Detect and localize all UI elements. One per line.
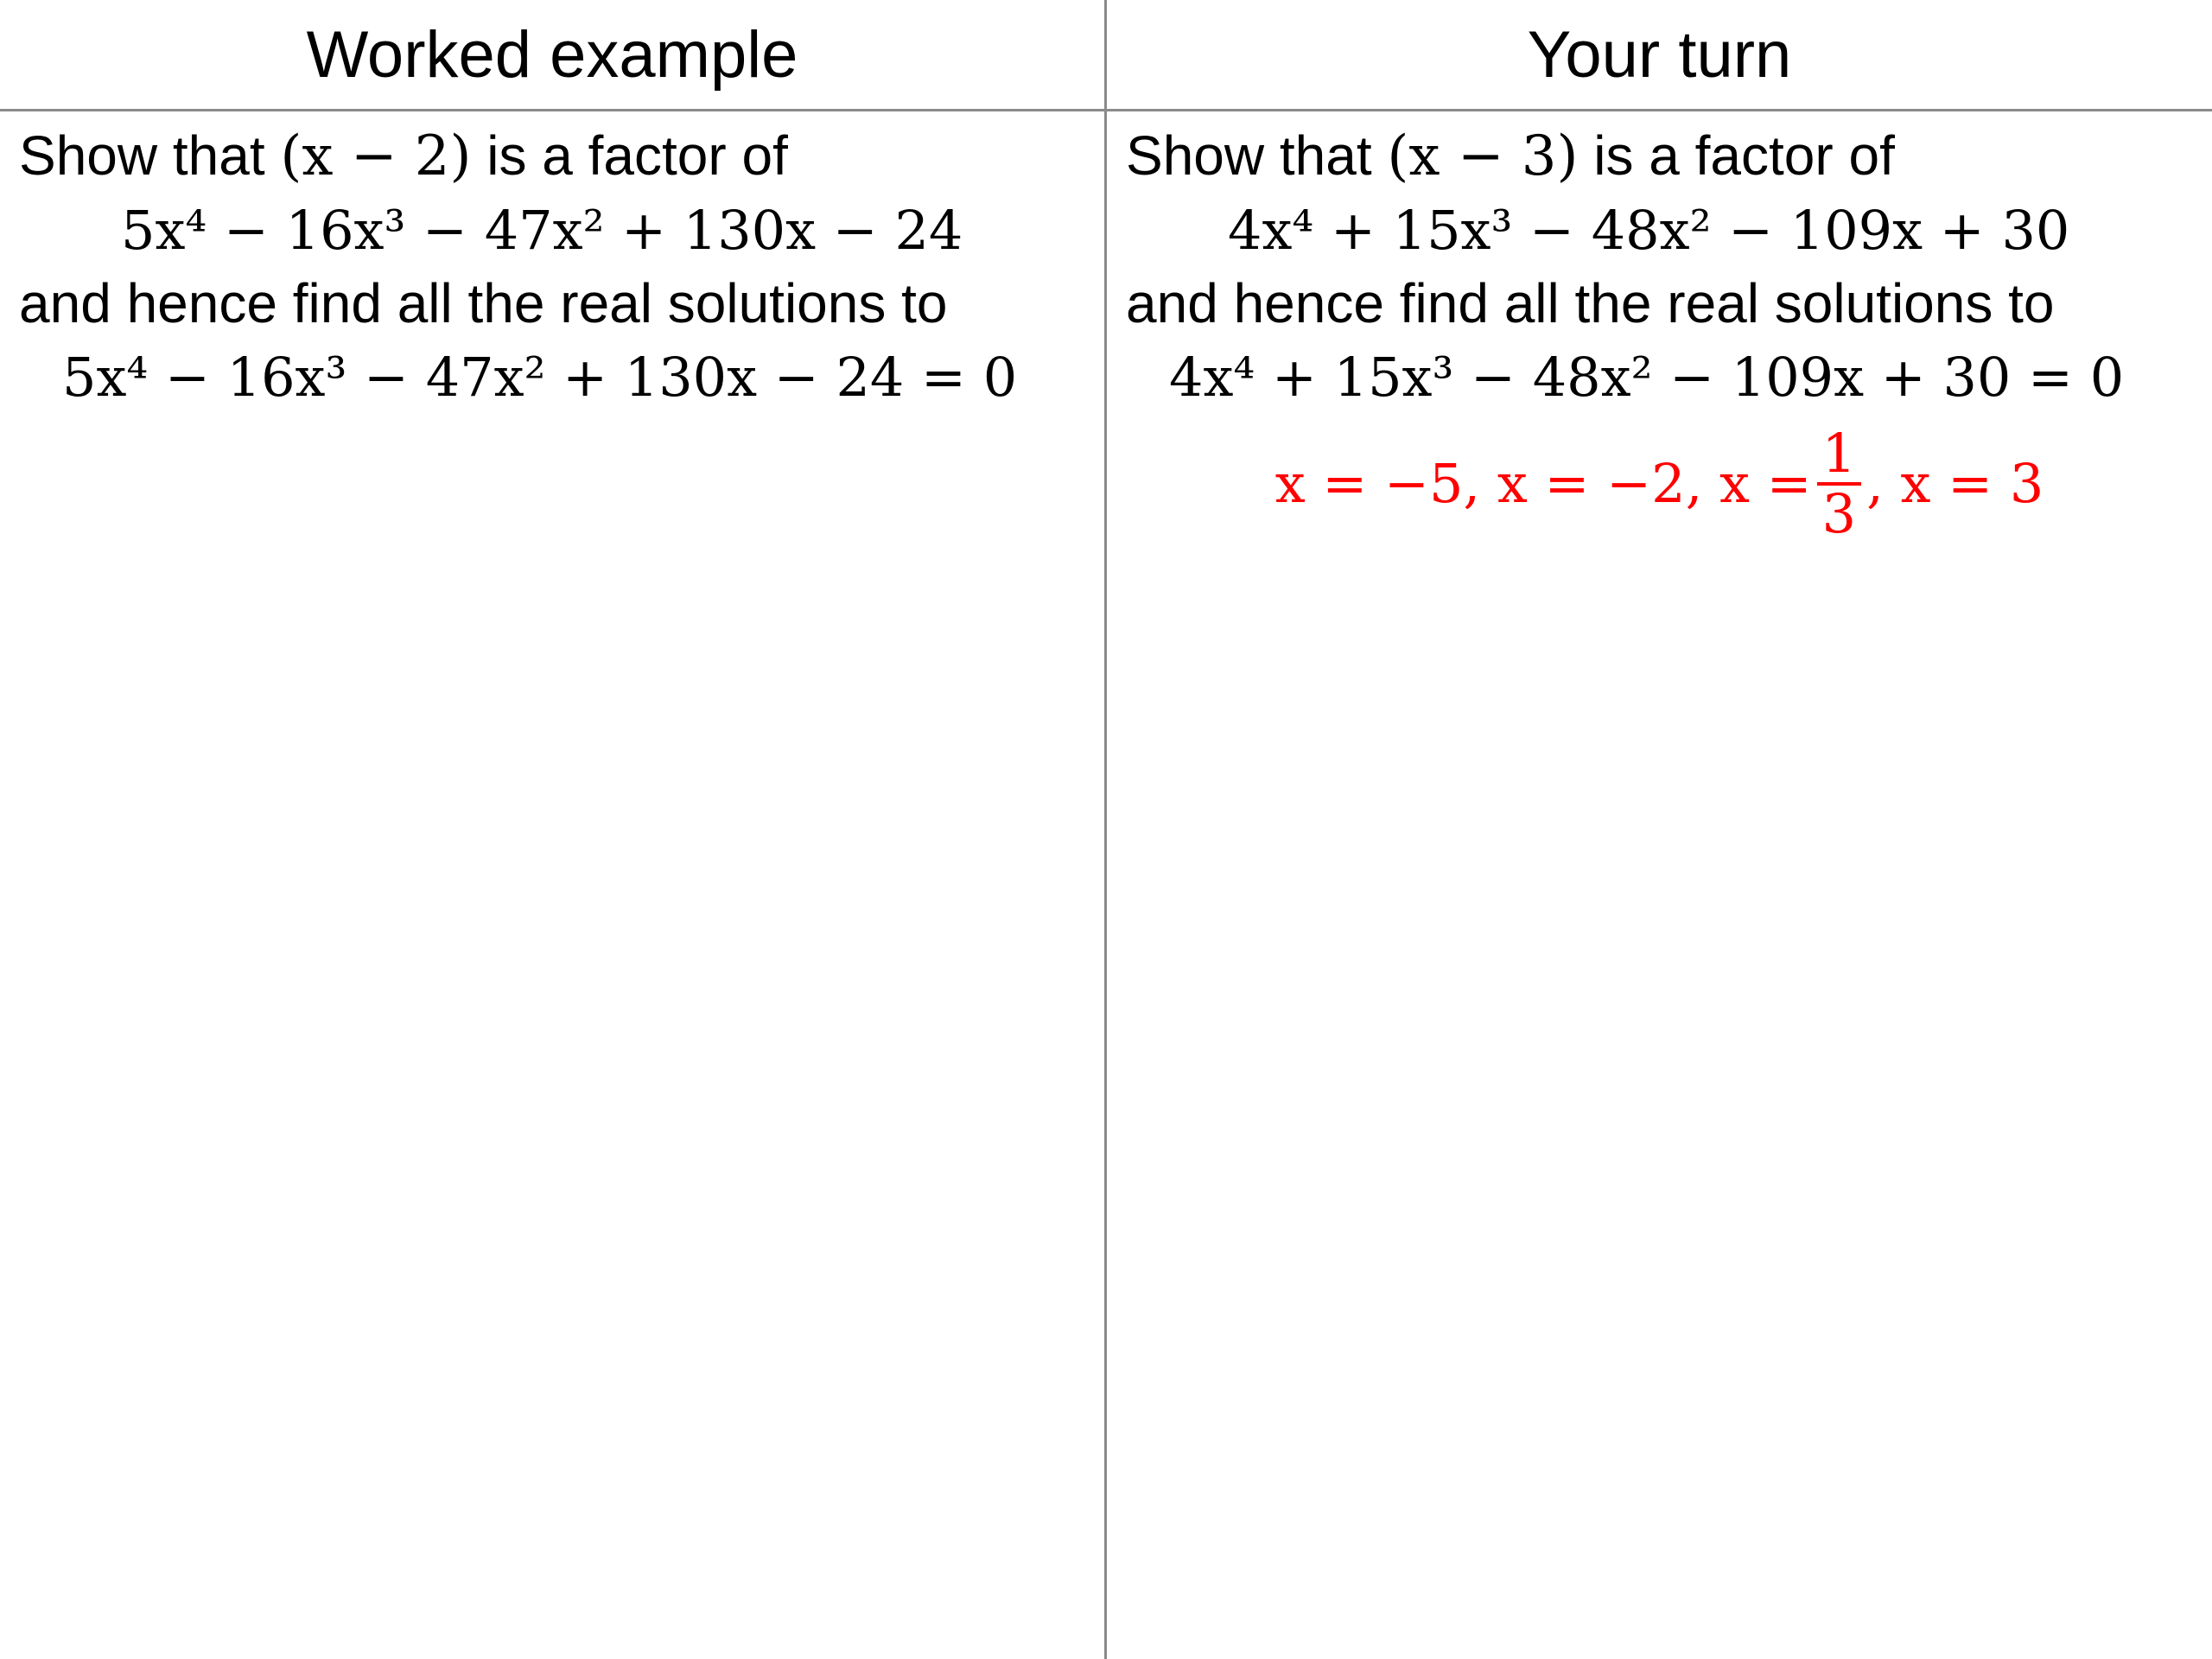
your-turn-polynomial: 4x⁴ + 15x³ − 48x² − 109x + 30 [1228, 199, 2070, 262]
your-turn-hence-text: and hence find all the real solutions to [1126, 272, 2055, 334]
your-turn-title: Your turn [1527, 18, 1792, 92]
answer-fraction-numerator: 1 [1817, 425, 1861, 486]
worked-example-column [0, 0, 1104, 1659]
worked-show-that-line [19, 119, 1096, 194]
answer-fraction [1817, 422, 1861, 545]
your-turn-answer [1107, 422, 2212, 545]
your-turn-show-that-line [1126, 119, 2203, 194]
your-turn-body [1126, 119, 2203, 414]
answer-fraction-denominator: 3 [1821, 482, 1857, 545]
worked-show-that-prefix: Show that [19, 124, 281, 187]
worked-example-title: Worked example [306, 18, 798, 92]
worked-hence-text: and hence find all the real solutions to [19, 272, 948, 334]
answer-part-1: x = −5, x = −2, x = [1274, 452, 1812, 515]
your-turn-column [1107, 0, 2212, 1659]
worked-factor: (x − 2) [280, 124, 472, 188]
your-turn-factor: (x − 3) [1387, 124, 1579, 188]
answer-part-2: , x = 3 [1866, 452, 2044, 515]
worked-show-that-suffix: is a factor of [471, 124, 788, 187]
your-turn-equation: 4x⁴ + 15x³ − 48x² − 109x + 30 = 0 [1169, 346, 2125, 409]
worked-example-body [19, 119, 1096, 414]
worked-polynomial: 5x⁴ − 16x³ − 47x² + 130x − 24 [121, 199, 963, 262]
your-turn-show-that-suffix: is a factor of [1578, 124, 1895, 187]
worked-equation: 5x⁴ − 16x³ − 47x² + 130x − 24 = 0 [62, 346, 1018, 409]
your-turn-show-that-prefix: Show that [1126, 124, 1388, 187]
